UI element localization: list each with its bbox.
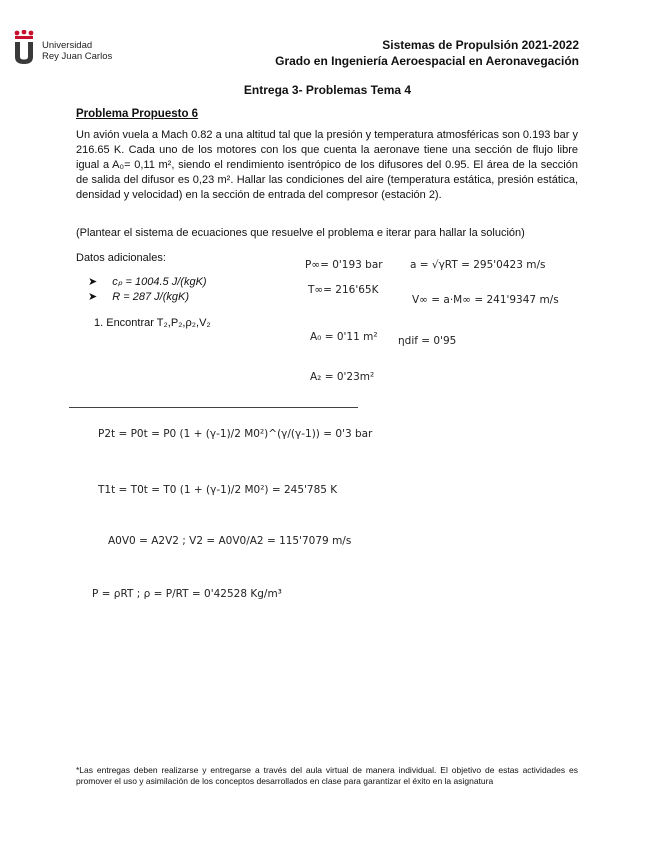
- extra-data-item: [88, 290, 189, 303]
- hw-eq-v2: A0V0 = A2V2 ; V2 = A0V0/A2 = 115'7079 m/s: [108, 535, 352, 547]
- hint-text: (Plantear el sistema de ecuaciones que resuelve el problema e iterar para hallar la solución): [76, 227, 525, 239]
- footnote: *Las entregas deben realizarse y entregarse a través del aula virtual de manera individual. El objetivo de estas actividades es promover el uso y asimilación de los conceptos desarrollados en clase para garantizar el éxito en la asignatura: [76, 765, 578, 786]
- university-logo: [12, 30, 152, 70]
- logo-mark-icon: [12, 30, 36, 66]
- page-title: Entrega 3- Problemas Tema 4: [243, 83, 412, 97]
- logo-line-1: Universidad: [42, 40, 93, 51]
- hw-p-inf: P∞= 0'193 bar: [305, 259, 383, 271]
- cp-value: cₚ = 1004.5 J/(kgK): [112, 276, 207, 288]
- hw-eta-dif: ηdif = 0'95: [398, 335, 457, 347]
- course-header: Sistemas de Propulsión 2021-2022: [382, 38, 579, 52]
- r-value: R = 287 J/(kgK): [112, 291, 190, 303]
- separator-line: [69, 407, 358, 408]
- extra-data-label: Datos adicionales:: [76, 252, 166, 264]
- hw-eq-t1t: T1t = T0t = T0 (1 + (γ-1)/2 M0²) = 245'785 K: [98, 484, 338, 496]
- arrow-bullet-icon: ➤: [88, 291, 98, 303]
- task-item: 1. Encontrar T₂,P₂,ρ₂,V₂: [94, 317, 211, 329]
- logo-line-2: Rey Juan Carlos: [42, 51, 113, 62]
- problem-statement: Un avión vuela a Mach 0.82 a una altitud tal que la presión y temperatura atmosféricas son 0.193 bar y 216.65 K. Cada uno de los motores con los que cuenta la aeronave tiene una sección de flujo libre igual a A₀= 0,11 m², siendo el rendimiento isentrópico de los difusores del 0.95. El área de la sección de salida del difusor es 0,23 m². Hallar las condiciones del aire (temperatura estática, presión estática, densidad y velocidad) en la sección de entrada del compresor (estación 2).: [76, 129, 578, 201]
- hw-eq-rho: P = ρRT ; ρ = P/RT = 0'42528 Kg/m³: [92, 588, 282, 600]
- logo-text: [42, 40, 112, 62]
- extra-data-item: [88, 275, 207, 288]
- hw-a0: A₀ = 0'11 m²: [310, 331, 378, 343]
- hw-eq-p2t: P2t = P0t = P0 (1 + (γ-1)/2 M0²)^(γ/(γ-1)) = 0'3 bar: [98, 428, 373, 440]
- arrow-bullet-icon: ➤: [88, 276, 98, 288]
- problem-title: Problema Propuesto 6: [76, 108, 199, 120]
- degree-header: Grado en Ingeniería Aeroespacial en Aeronavegación: [275, 54, 579, 68]
- hw-t-inf: T∞= 216'65K: [308, 284, 379, 296]
- hw-a2: A₂ = 0'23m²: [310, 371, 375, 383]
- hw-v-inf: V∞ = a·M∞ = 241'9347 m/s: [412, 294, 559, 306]
- hw-sound-speed: a = √γRT = 295'0423 m/s: [410, 259, 546, 271]
